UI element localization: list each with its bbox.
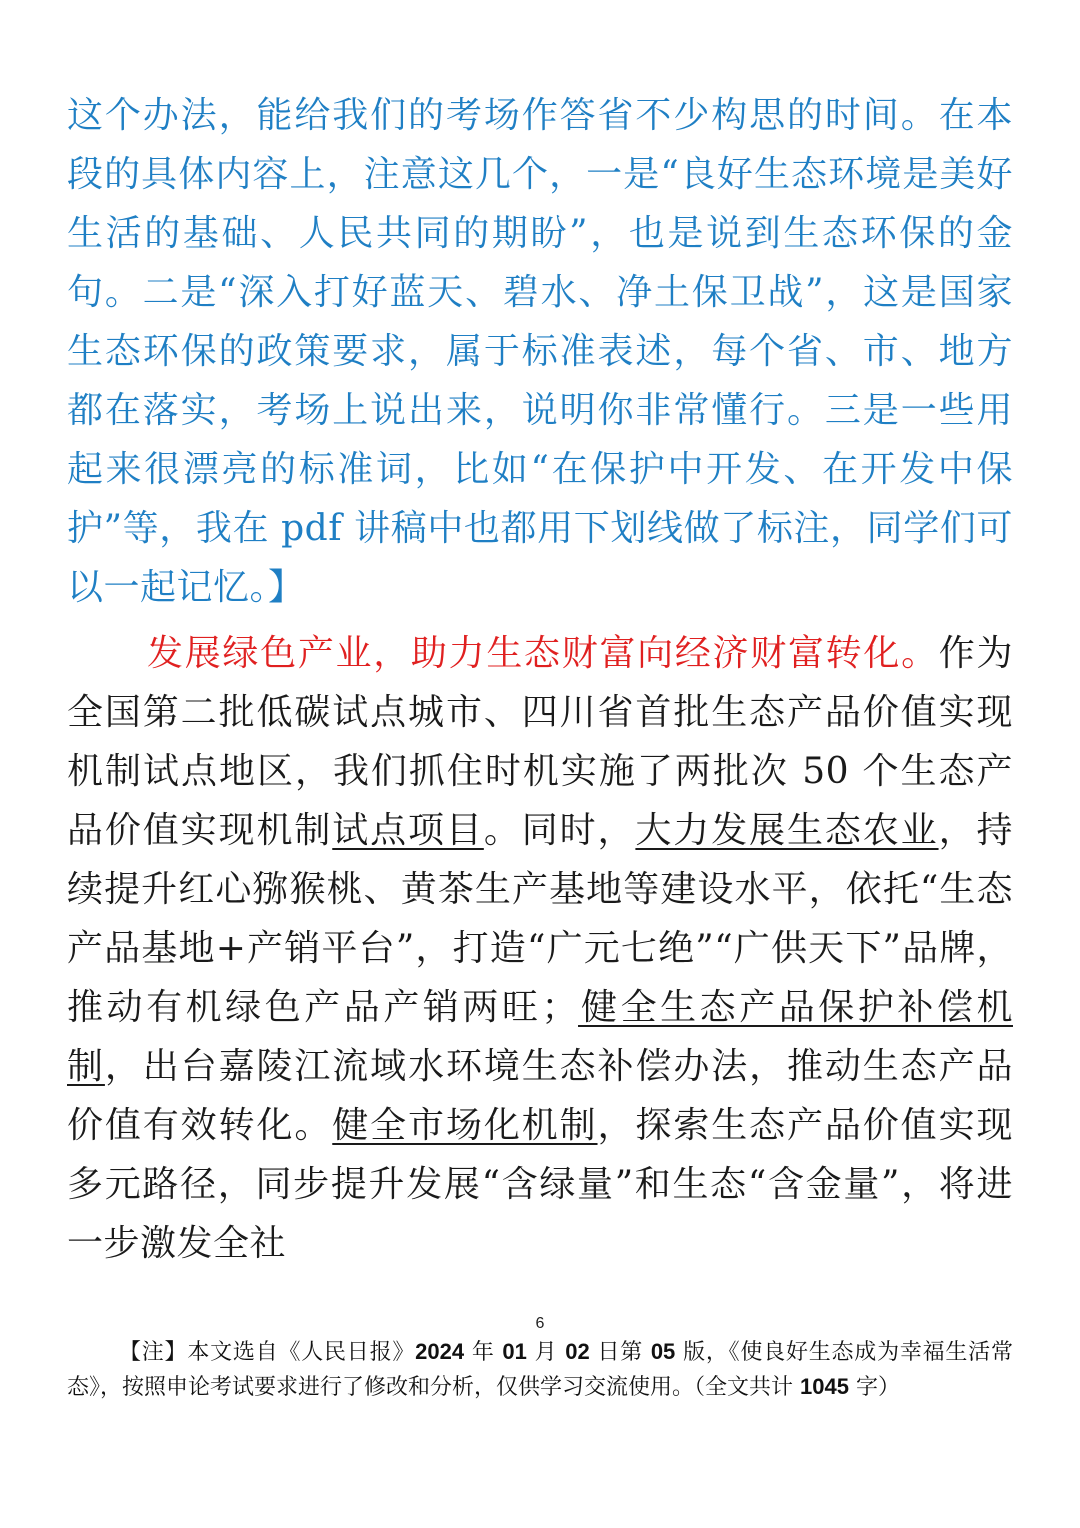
underlined-phrase-3: 健全生态产品保护补偿机制 — [67, 987, 1013, 1087]
body-text-3: ，持续提升红心猕猴桃、黄茶生产基地等建设水平，依托“生态产品基地+产销平台”，打造“广元七绝”“广供天下”品牌，推动有机绿色产品产销两旺； — [67, 810, 1013, 1028]
underlined-phrase-1: 试点项目 — [332, 810, 484, 851]
body-text-2: 。同时， — [483, 810, 636, 851]
page-number: 6 — [535, 1315, 545, 1332]
footnote-year: 2024 — [415, 1339, 465, 1364]
footnote-text-6: 字） — [848, 1375, 900, 1400]
footnote-day: 02 — [565, 1339, 590, 1364]
footnote-text-4: 日第 — [589, 1340, 651, 1365]
body-text-5: ，探索生态产品价值实现多元路径，同步提升发展“含绿量”和生态“含金量”，将进一步激发全社 — [67, 1105, 1013, 1264]
footnote-month: 01 — [502, 1339, 527, 1364]
footnote — [67, 1335, 1013, 1405]
underlined-phrase-2: 大力发展生态农业 — [635, 810, 939, 851]
section-heading: 发展绿色产业，助力生态财富向经济财富转化。 — [147, 633, 939, 674]
body-paragraph — [67, 624, 1013, 1273]
footnote-count: 1045 — [800, 1374, 849, 1399]
footnote-label: 【注】 — [119, 1340, 188, 1365]
footnote-edition: 05 — [650, 1339, 676, 1364]
footnote-text-3: 月 — [526, 1340, 566, 1365]
analysis-paragraph — [67, 86, 1013, 617]
footnote-text-2: 年 — [464, 1340, 503, 1365]
body-text-1: 作为全国第二批低碳试点城市、四川省首批生态产品价值实现机制试点地区，我们抓住时机实施了两批次 50 个生态产品价值实现机制 — [67, 633, 1013, 851]
footnote-text-5: 版，《使良好生态成为幸福生活常态》，按照申论考试要求进行了修改和分析，仅供学习交流使用。（全文共计 — [67, 1340, 1013, 1400]
analysis-text: 这个办法，能给我们的考场作答省不少构思的时间。在本段的具体内容上，注意这几个，一是“良好生态环境是美好生活的基础、人民共同的期盼”，也是说到生态环保的金句。二是“深入打好蓝天、碧水、净土保卫战”，这是国家生态环保的政策要求，属于标准表述，每个省、市、地方都在落实，考场上说出来，说明你非常懂行。三是一些用起来很漂亮的标准词，比如“在保护中开发、在开发中保护”等，我在 pdf 讲稿中也都用下划线做了标注，同学们可以一起记忆。】 — [67, 95, 1013, 608]
underlined-phrase-4: 健全市场化机制 — [332, 1105, 598, 1146]
body-text-4: ，出台嘉陵江流域水环境生态补偿办法，推动生态产品价值有效转化。 — [67, 1046, 1013, 1146]
footnote-text-1: 本文选自《人民日报》 — [187, 1340, 416, 1365]
